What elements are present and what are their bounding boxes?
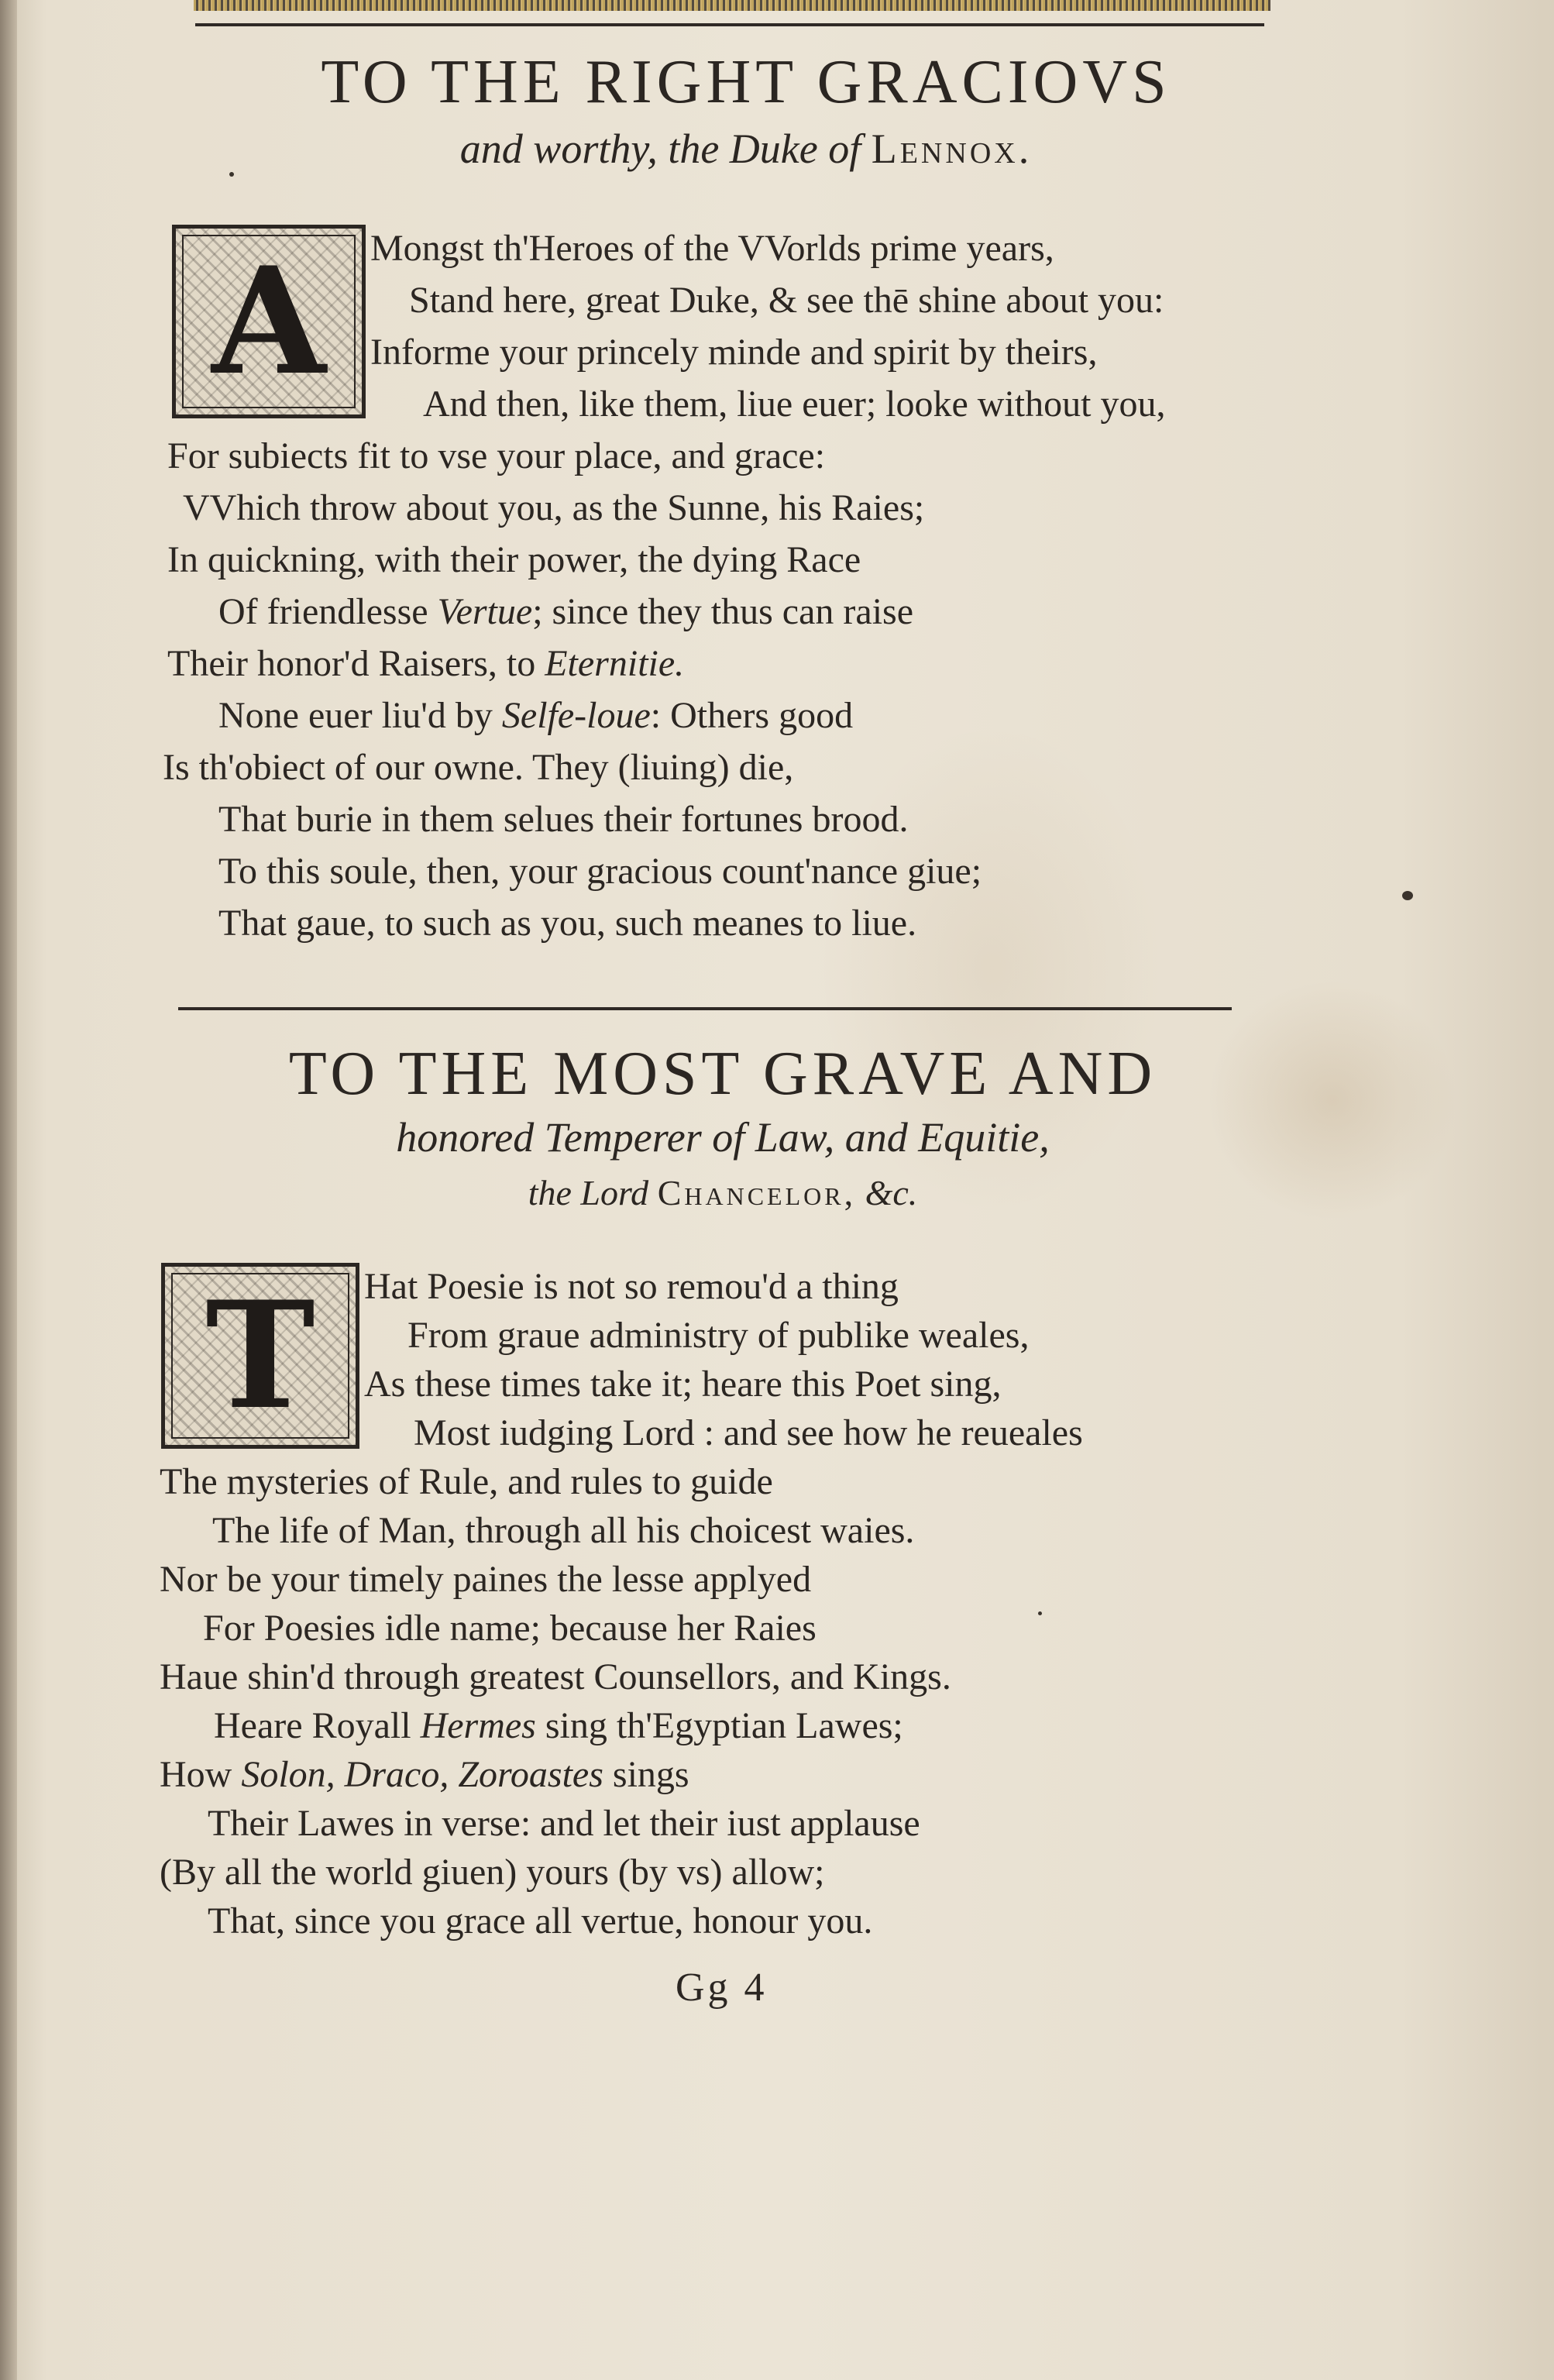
poem2-line: The mysteries of Rule, and rules to guide bbox=[160, 1461, 773, 1502]
ink-speck bbox=[1038, 1611, 1042, 1615]
section-divider bbox=[178, 1007, 1232, 1010]
text-span: : Others good bbox=[650, 695, 854, 736]
section1-subtitle bbox=[0, 124, 1523, 174]
text-span: None euer liu'd by bbox=[218, 695, 502, 736]
poem2-line: For Poesies idle name; because her Raies bbox=[203, 1608, 817, 1649]
poem1-line: Is th'obiect of our owne. They (liuing) die, bbox=[163, 747, 794, 788]
text-span: Of friendlesse bbox=[218, 591, 438, 632]
poem2-line-mixed bbox=[214, 1704, 903, 1748]
poem1-line: And then, like them, liue euer; looke without you, bbox=[423, 383, 1166, 425]
poem2-line: Their Lawes in verse: and let their iust applause bbox=[208, 1803, 920, 1844]
poem2-line: Nor be your timely paines the lesse applyed bbox=[160, 1559, 812, 1600]
poem2-line: Most iudging Lord : and see how he reueales bbox=[414, 1412, 1083, 1453]
italic-word: Vertue bbox=[437, 591, 533, 632]
poem2-line: As these times take it; heare this Poet sing, bbox=[364, 1364, 1002, 1405]
poem2-line: (By all the world giuen) yours (by vs) allow; bbox=[160, 1852, 825, 1893]
text-span: Their honor'd Raisers, to bbox=[167, 643, 545, 684]
poem1-line: Informe your princely minde and spirit by theirs, bbox=[370, 332, 1098, 373]
italic-word: Solon, Draco, Zoroastes bbox=[241, 1754, 603, 1795]
poem1-line-mixed bbox=[218, 694, 853, 738]
gilt-edge bbox=[194, 0, 1270, 11]
ink-speck bbox=[1402, 891, 1413, 900]
text-span: &c. bbox=[856, 1173, 918, 1212]
poem1-line: To this soule, then, your gracious count'nance giue; bbox=[218, 851, 982, 892]
poem2-line: From graue administry of publike weales, bbox=[407, 1315, 1030, 1356]
poem1-line: In quickning, with their power, the dying Race bbox=[167, 539, 861, 580]
section2-subtitle-line2 bbox=[0, 1168, 1500, 1218]
ink-speck bbox=[229, 172, 234, 177]
text-span: sing th'Egyptian Lawes; bbox=[535, 1705, 903, 1746]
section1-heading: TO THE RIGHT GRACIOVS bbox=[321, 48, 1171, 116]
poem1-line-mixed bbox=[167, 642, 684, 686]
signature-mark: Gg 4 bbox=[676, 1966, 768, 2010]
poem2-line: The life of Man, through all his choicest waies. bbox=[212, 1510, 915, 1551]
text-span: How bbox=[160, 1754, 242, 1795]
poem2-line: That, since you grace all vertue, honour you. bbox=[208, 1900, 873, 1941]
section2-subtitle-line1: honored Temperer of Law, and Equitie, bbox=[396, 1114, 1050, 1161]
poem1-line: For subiects fit to vse your place, and grace: bbox=[167, 435, 826, 476]
italic-word: Eternitie. bbox=[545, 643, 685, 684]
poem1-line: Mongst th'Heroes of the VVorlds prime years, bbox=[370, 228, 1054, 269]
section1-subtitle-name: Lennox. bbox=[871, 126, 1033, 172]
poem1-line: VVhich throw about you, as the Sunne, his Raies; bbox=[183, 487, 925, 528]
poem2-line-mixed bbox=[160, 1753, 689, 1797]
text-span: the Lord bbox=[528, 1173, 658, 1212]
poem1-line-mixed bbox=[218, 590, 913, 634]
poem1-line: That gaue, to such as you, such meanes to liue. bbox=[218, 903, 917, 944]
decorated-initial-a bbox=[172, 225, 366, 418]
section2-subtitle-name: Chancelor, bbox=[657, 1173, 857, 1212]
poem2-line: Hat Poesie is not so remou'd a thing bbox=[364, 1266, 899, 1307]
poem1-line: That burie in them selues their fortunes brood. bbox=[218, 799, 909, 840]
text-span: sings bbox=[603, 1754, 689, 1795]
top-rule bbox=[195, 23, 1264, 26]
section1-subtitle-text: and worthy, the Duke of bbox=[459, 126, 872, 172]
text-span: Heare Royall bbox=[214, 1705, 421, 1746]
poem1-line: Stand here, great Duke, & see thē shine about you: bbox=[409, 280, 1164, 321]
poem2-line: Haue shin'd through greatest Counsellors, and Kings. bbox=[160, 1656, 951, 1697]
initial-letter: A bbox=[211, 235, 326, 408]
decorated-initial-t bbox=[161, 1263, 359, 1449]
text-span: ; since they thus can raise bbox=[532, 591, 914, 632]
italic-word: Hermes bbox=[420, 1705, 536, 1746]
section2-heading: TO THE MOST GRAVE AND bbox=[288, 1040, 1157, 1108]
italic-word: Selfe-loue bbox=[501, 695, 651, 736]
initial-letter: T bbox=[205, 1269, 315, 1442]
